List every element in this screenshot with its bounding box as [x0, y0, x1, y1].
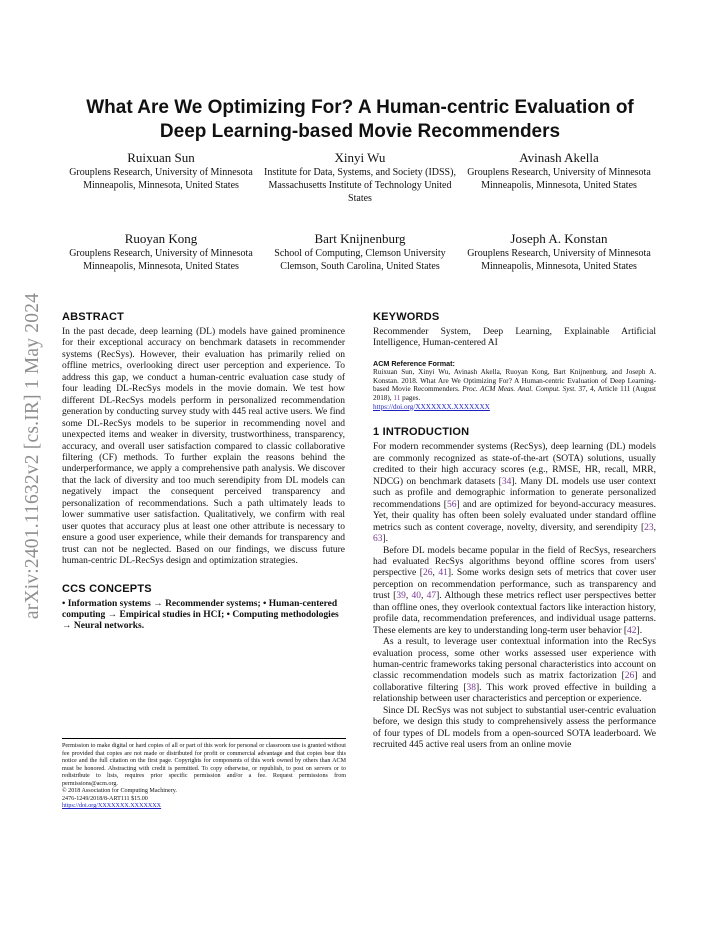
text-run: Before DL models became popular in the field of RecSys, researchers had evaluated RecSys algorithms beyond offline scores from users' perspective [ — [373, 545, 656, 579]
author-affiliation: School of Computing, Clemson University Clemson, South Carolina, United States — [274, 248, 446, 272]
acm-ref-text — [373, 368, 656, 412]
paper-title: What Are We Optimizing For? A Human-centric Evaluation of Deep Learning-based Movie Recommenders — [86, 97, 634, 142]
author-name: Xinyi Wu — [334, 150, 386, 165]
author-affiliation: Grouplens Research, University of Minnesota Minneapolis, Minnesota, United States — [467, 167, 651, 191]
abstract-text: In the past decade, deep learning (DL) models have gained prominence for their exceptional accuracy on benchmark datasets in recommender systems (RecSys). However, their evaluation has primarily relied on offline metrics, overlooking direct user perception and experience. To address this gap, we conduct a human-centric evaluation case study of four leading DL-RecSys models in the movie domain. We test how different DL-RecSys models perform in personalized recommendation generation by conducting survey study with 445 real active users. We find some DL-RecSys models to be superior in recommending novel and unexpected items and weaker in diversity, trustworthiness, transparency, accuracy, and overall user satisfaction compared to classic collaborative filtering (CF) methods. To further explain the reasons behind the underperformance, we apply a comprehensive path analysis. We discover that the lack of diversity and too much serendipity from DL models can negatively impact the consequent perceived transparency and personalization of recommendations. Such a path ultimately leads to lower summative user satisfaction. Qualitatively, we confirm with real user quotes that accuracy plus at least one other attribute is necessary to ensure a good user experience, while their demands for transparency and trust can not be neglected. Based on our findings, we discuss future human-centric DL-RecSys design and optimization strategies. — [62, 327, 345, 567]
text-run: As a result, to leverage user contextual information into the RecSys evaluation process, some other works assessed user experience with human-centric frameworks taking personal characteristics into account on classic recommendation models such as matrix factorization [ — [373, 637, 656, 682]
text-run: , — [420, 591, 427, 602]
citation-link[interactable]: 39 — [396, 591, 406, 602]
copyright-line: © 2018 Association for Computing Machinery. — [62, 788, 177, 795]
acm-ref-doi-link[interactable]: https://doi.org/XXXXXXX.XXXXXXX — [373, 402, 490, 411]
text-run: , — [432, 568, 439, 579]
author-name: Ruixuan Sun — [127, 150, 195, 165]
text-run: ]. Although these metrics reflect user perspectives better than offline ones, they overlook contextual factors like interaction history, profile data, recommendation preferences, and individual usage patterns. These elements are key to understanding long-term user behavior [ — [373, 591, 657, 636]
left-column — [62, 310, 345, 633]
author-affiliation: Institute for Data, Systems, and Society (IDSS), Massachusetts Institute of Technology United States — [264, 167, 456, 204]
right-column — [373, 310, 656, 752]
intro-paragraph-2 — [373, 546, 656, 638]
text-run: ]. Many DL models use user context such as profile and demographic information to generate personalized recommendations [ — [373, 476, 656, 510]
intro-paragraph-1 — [373, 442, 656, 545]
acm-ref-pages-word: pages. — [402, 394, 421, 403]
author-4 — [62, 231, 260, 273]
permission-text: Permission to make digital or hard copies of all or part of this work for personal or classroom use is granted without fee provided that copies are not made or distributed for profit or commercial advantage and that copies bear this notice and the full citation on the first page. Copyrights for components of this work owned by others than ACM must be honored. Abstracting with credit is permitted. To copy otherwise, or republish, to post on servers or to redistribute to lists, requires prior specific permission and/or a fee. Request permissions from permissions@acm.org. — [62, 743, 346, 787]
author-affiliation: Grouplens Research, University of Minnesota Minneapolis, Minnesota, United States — [69, 167, 253, 191]
citation-link[interactable]: 42 — [627, 625, 637, 636]
text-run: ] and are optimized for beyond-accuracy measures. Yet, their quality has often been solely evaluated under standard offline metrics such as content coverage, novelty, diversity, and serendipity [ — [373, 499, 656, 533]
citation-link[interactable]: 47 — [426, 591, 437, 602]
author-name: Joseph A. Konstan — [510, 231, 608, 246]
text-run: ]. This work proved effective in building a relationship between user characteristics and perception or experience. — [373, 682, 656, 705]
acm-ref-heading: ACM Reference Format: — [373, 358, 455, 368]
citation-link[interactable]: 56 — [446, 499, 457, 510]
intro-heading: 1 INTRODUCTION — [373, 426, 470, 439]
citation-link[interactable]: 40 — [411, 591, 421, 602]
permission-doi-link[interactable]: https://doi.org/XXXXXXX.XXXXXXX — [62, 803, 162, 810]
author-1 — [62, 150, 260, 192]
citation-link[interactable]: 34 — [501, 476, 512, 487]
text-run: , — [653, 522, 656, 533]
arxiv-stamp-text: arXiv:2401.11632v2 [cs.IR] 1 May 2024 — [22, 292, 43, 620]
text-run: ]. Some works design sets of metrics that cover user perception on recommendation performance, such as transparency and trust [ — [373, 568, 657, 602]
intro-paragraph-4: Since DL RecSys was not subject to substantial user-centric evaluation before, we design this study to comprehensively assess the performance of four types of DL models from a open-sourced SOTA leaderboard. We recruited 445 active real users from an online movie — [373, 705, 656, 751]
ccs-heading: CCS CONCEPTS — [62, 582, 152, 595]
intro-paragraph-3 — [373, 637, 656, 706]
citation-link[interactable]: 41 — [438, 568, 448, 579]
permission-block — [62, 738, 346, 811]
keywords-heading: KEYWORDS — [373, 311, 440, 323]
author-6 — [460, 231, 658, 273]
citation-link[interactable]: 23 — [644, 522, 654, 533]
acm-ref-citation: Ruixuan Sun, Xinyi Wu, Avinash Akella, Ruoyan Kong, Bart Knijnenburg, and Joseph A. Konstan. 2018. What Are We Optimizing For? A Human-centric Evaluation of Deep Learning-based Movie Recommenders. — [373, 367, 656, 394]
citation-link[interactable]: 38 — [466, 682, 476, 693]
citation-link[interactable]: 63 — [373, 534, 383, 545]
text-run: , — [405, 591, 412, 602]
author-5 — [261, 231, 459, 273]
citation-link[interactable]: 26 — [422, 568, 433, 579]
citation-link[interactable]: 26 — [624, 671, 635, 682]
author-3 — [460, 150, 658, 192]
text-run: For modern recommender systems (RecSys), deep learning (DL) models are commonly recognized as state-of-the-art (SOTA) solutions, usually credited to their high accuracy scores (e.g., RMSE, HR, recall, MRR, NDCG) on benchmark datasets [ — [373, 442, 656, 487]
acm-ref-venue: Proc. ACM Meas. Anal. Comput. Syst. — [462, 385, 576, 394]
keywords-text: Recommender System, Deep Learning, Explainable Artificial Intelligence, Human-centered AI — [373, 327, 656, 349]
author-affiliation: Grouplens Research, University of Minnesota Minneapolis, Minnesota, United States — [69, 248, 253, 272]
arxiv-stamp — [22, 256, 44, 656]
acm-reference — [373, 359, 656, 412]
author-name: Ruoyan Kong — [124, 231, 198, 246]
text-run: ]. — [382, 534, 389, 545]
author-2 — [261, 150, 459, 205]
author-name: Bart Knijnenburg — [314, 231, 406, 246]
isbn-line: 2476-1249/2018/8-ART111 $15.00 — [62, 795, 148, 802]
author-affiliation: Grouplens Research, University of Minnesota Minneapolis, Minnesota, United States — [467, 248, 651, 272]
abstract-heading: ABSTRACT — [62, 311, 125, 323]
ccs-text: • Information systems → Recommender systems; • Human-centered computing → Empirical studies in HCI; • Computing methodologies → Neural networks. — [62, 598, 339, 632]
acm-ref-pages-link[interactable]: 11 — [393, 394, 401, 403]
acm-ref-tail: 37, 4, Article 111 (August 2018), — [373, 385, 657, 403]
text-run: ] and collaborative filtering [ — [373, 671, 656, 693]
author-name: Avinash Akella — [519, 150, 599, 165]
text-run: ]. — [636, 625, 643, 636]
